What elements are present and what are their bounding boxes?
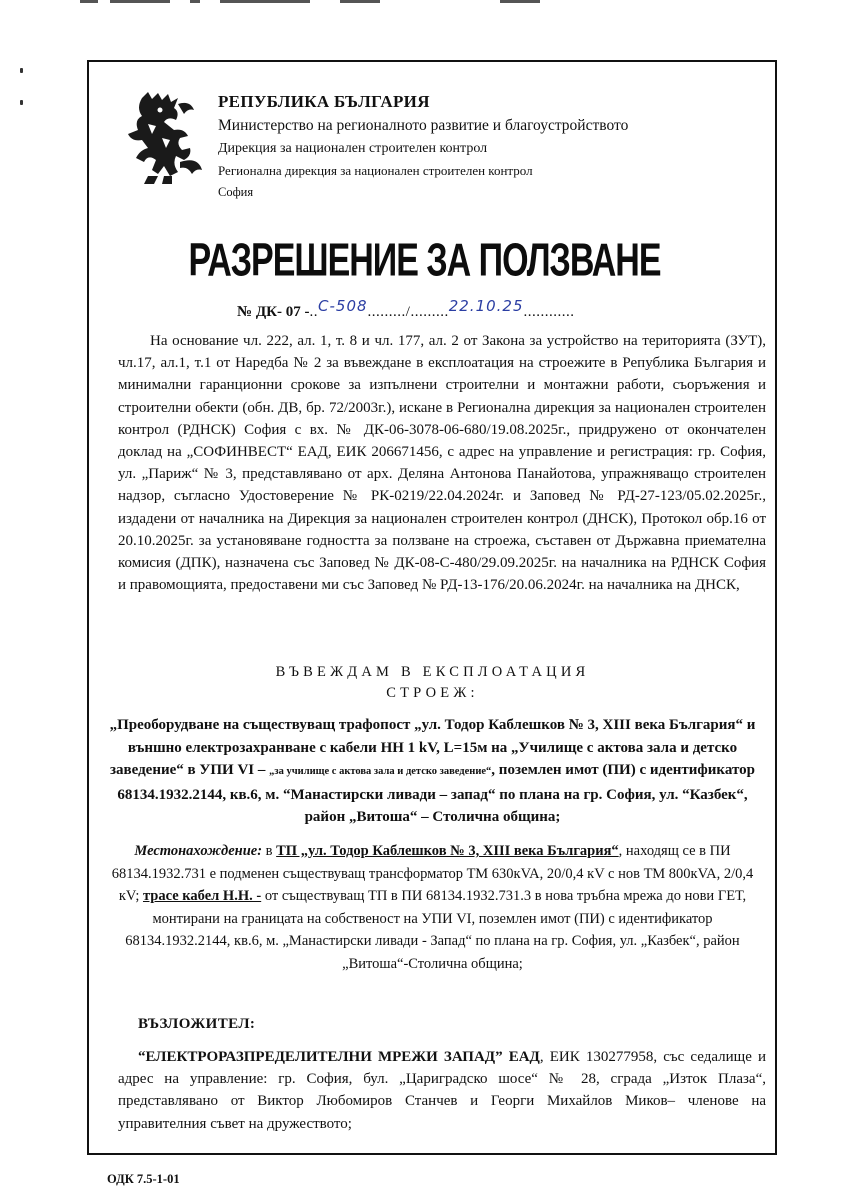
directorate-name: Дирекция за национален строителен контрол (218, 141, 488, 156)
assignor-name: “ЕЛЕКТРОРАЗПРЕДЕЛИТЕЛНИ МРЕЖИ ЗАПАД” ЕАД (138, 1049, 540, 1065)
location-label: Местонахождение: (134, 843, 263, 859)
doc-number-dots: ........./......... (367, 304, 449, 320)
project-purpose: „за училище с актова зала и детско заведение“ (269, 766, 492, 778)
handwritten-date: 22.10.25 (448, 297, 524, 315)
document-title: РАЗРЕШЕНИЕ ЗА ПОЛЗВАНЕ (188, 235, 661, 287)
project-text: „Преоборудване на съществуващ трафопост „ул. Тодор Каблешков № 3, XIII века България“ и външно електрозахранване с кабели НН 1 kV, L=15м на „Училище с актова зала и детско заведение“ в УПИ VI – (109, 717, 756, 779)
doc-number-dots: .. (309, 304, 319, 320)
location-text: в (262, 843, 277, 859)
object-heading: СТРОЕЖ: (386, 685, 479, 701)
commission-heading: ВЪВЕЖДАМ В ЕКСПЛОАТАЦИЯ (275, 664, 590, 680)
intro-paragraph: На основание чл. 222, ал. 1, т. 8 и чл. 177, ал. 2 от Закона за устройство на територията (ЗУТ), чл.17, ал.1, т.1 от Наредба № 2 за въвеждане в експлоатация на строежите в Република България и минимални гаранционни срокове за изпълнени строителни и монтажни работи, съоръжения и строителни обекти (обн. ДВ, бр. 72/2003г.), искане в Регионална дирекция за национален строителен контрол (РДНСК) София с вх. № ДК-06-3078-06-680/19.08.2025г., придружено от окончателен доклад на „СОФИНВЕСТ“ ЕАД, ЕИК 206671456, с адрес на управление и регистрация: гр. София, ул. „Париж“ № 3, представлявано от арх. Деляна Антонова Панайотова, упражняващо строителен надзор, съгласно Удостоверение № РК-0219/22.04.2024г. и Заповед № РД-27-123/05.02.2025г., издадени от началника на Дирекция за национален строителен контрол (ДНСК), Протокол обр.16 от 20.10.2025г. за установяване годността за ползване на строежа, съставен от Държавна приемателна комисия (ДПК), назначена със Заповед № ДК-08-С-480/29.09.2025г. на началника на РДНСК София и правомощията, предоставени ми със Заповед № РД-13-176/20.06.2024г. на началника на ДНСК, (118, 333, 766, 594)
doc-number-dots: ............ (523, 304, 575, 320)
header (118, 88, 758, 213)
assignor-label: ВЪЗЛОЖИТЕЛ: (138, 1016, 256, 1032)
location-substation: ТП „ул. Тодор Каблешков № 3, XIII века България“ (276, 843, 619, 859)
assignor-paragraph (118, 1046, 766, 1135)
assignor-details: , ЕИК 130277958, със седалище и адрес на управление: гр. София, бул. „Цариградско шосе“ № 28, сграда „Изток Плаза“, представлявано от Виктор Любомиров Станчев и Георги Михайлов Миков– членове на управителния съвет на дружеството; (118, 1049, 766, 1132)
location-text: , находящ се в ПИ 68134.1932.731 е подменен съществуващ трансформатор ТМ 630кVA, 20/0,4 кV с нов ТМ 800кVA, 2/0,4 кV; (111, 843, 754, 905)
city-name: София (218, 185, 254, 199)
location-text: от съществуващ ТП в ПИ 68134.1932.731.3 в нова тръбна мрежа до нови ГЕТ, монтирани на границата на собственост на УПИ VI, поземлен имот (ПИ) с идентификатор 68134.1932.2144, кв.6, м. „Манастирски ливади - Запад“ по плана на гр. София, ул. „Казбек“, район „Витоша“-Столична община; (125, 888, 747, 972)
lion-coat-of-arms-icon (118, 90, 208, 188)
location-cable: трасе кабел Н.Н. - (142, 888, 262, 905)
project-text: , поземлен имот (ПИ) с идентификатор 68134.1932.2144, кв.6, м. “Манастирски ливади – запад“ по плана на гр. София, ул. “Казбек“, район „Витоша“ – Столична община; (117, 762, 755, 826)
project-description (100, 714, 765, 829)
document-number (237, 297, 575, 323)
location-description (100, 840, 765, 976)
regional-directorate-name: Регионална дирекция за национален строителен контрол (218, 163, 533, 178)
document-frame (87, 60, 777, 1155)
doc-number-prefix: № ДК- 07 - (237, 304, 310, 320)
handwritten-number: С-508 (318, 297, 368, 315)
ministry-name: Министерство на регионалното развитие и благоустройството (218, 117, 629, 134)
scan-top-marks (80, 0, 560, 4)
form-code: ОДК 7.5-1-01 (107, 1172, 180, 1186)
scan-mark (20, 100, 23, 105)
scan-mark (20, 68, 23, 73)
country-name: РЕПУБЛИКА БЪЛГАРИЯ (218, 92, 430, 111)
